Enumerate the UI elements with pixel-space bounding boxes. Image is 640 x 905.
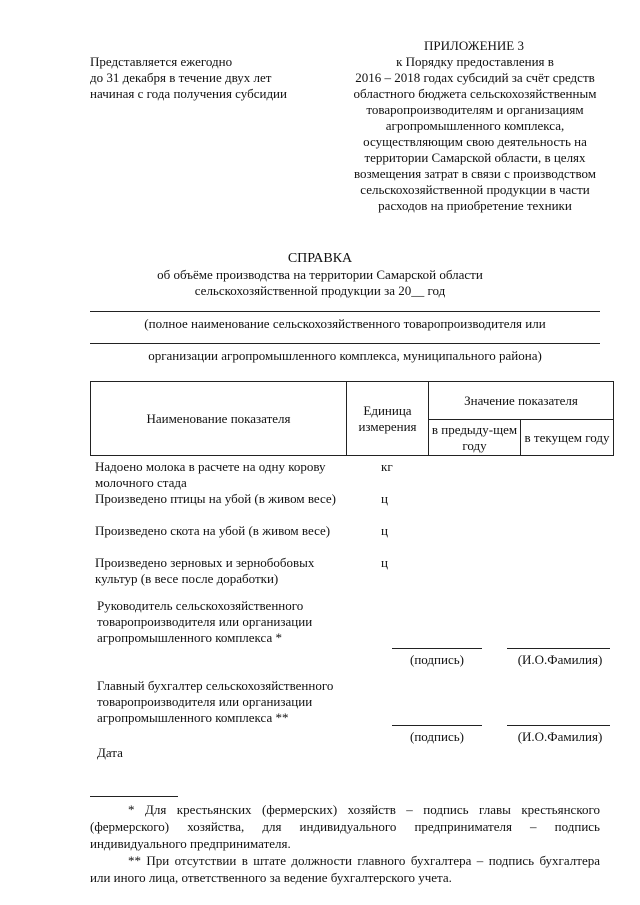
submission-note — [90, 54, 320, 102]
date-label: Дата — [97, 745, 123, 760]
footnote-one: * Для крестьянских (фермерских) хозяйств – подпись главы крестьянского (фермерского) хозяйства, для индивидуального предпринимателя – подпись индивидуального предпринимателя. — [90, 802, 600, 851]
appendix-line: 2016 – 2018 годах субсидий за счёт средств — [355, 70, 595, 85]
appendix-line: агропромышленного комплекса, — [385, 118, 565, 133]
appendix-line: территории Самарской области, в целях — [364, 150, 586, 165]
indicator-rows — [95, 459, 615, 587]
chief-accountant-role: Главный бухгалтер сельскохозяйственного товаропроизводителя или организации агропромышленного комплекса ** — [97, 678, 334, 725]
appendix-line: расходов на приобретение техники — [378, 198, 572, 213]
appendix-line: товаропроизводителям и организациям — [366, 102, 584, 117]
footnote-separator — [90, 796, 178, 797]
name-caption: (И.О.Фамилия) — [517, 652, 603, 667]
appendix-line: к Порядку предоставления в — [396, 54, 554, 69]
indicator-name: Произведено зерновых и зернобобовых культур (в весе после доработки) — [95, 555, 315, 586]
fill-caption: (полное наименование сельскохозяйственного товаропроизводителя или — [144, 316, 546, 331]
indicator-unit: ц — [381, 491, 388, 506]
name-caption: (И.О.Фамилия) — [517, 729, 603, 744]
footnote-two: ** При отсутствии в штате должности главного бухгалтера – подпись бухгалтера или иного лица, ответственного за ведение бухгалтерского учета. — [90, 853, 600, 885]
signature-caption: (подпись) — [410, 652, 464, 667]
document-title-line: об объёме производства на территории Самарской области — [157, 267, 483, 282]
submission-note-line: начиная с года получения субсидии — [90, 86, 287, 101]
signature-line — [392, 725, 482, 726]
fill-line — [90, 343, 600, 344]
name-line — [507, 648, 610, 649]
name-line — [507, 725, 610, 726]
document-title — [0, 251, 640, 299]
header-value: Значение показателя — [429, 382, 614, 420]
indicator-table-header — [90, 381, 614, 456]
appendix-header — [330, 38, 620, 214]
submission-note-line: до 31 декабря в течение двух лет — [90, 70, 272, 85]
appendix-title: ПРИЛОЖЕНИЕ 3 — [424, 38, 524, 53]
fill-caption: организации агропромышленного комплекса, муниципального района) — [148, 348, 542, 363]
appendix-line: областного бюджета сельскохозяйственным — [353, 86, 597, 101]
indicator-name: Произведено скота на убой (в живом весе) — [95, 523, 331, 538]
indicator-name: Произведено птицы на убой (в живом весе) — [95, 491, 337, 506]
header-previous-year: в предыду-щем году — [429, 420, 521, 456]
appendix-line: возмещения затрат в связи с производством — [354, 166, 596, 181]
table-row — [95, 523, 615, 555]
header-current-year: в текущем году — [521, 420, 614, 456]
header-indicator-name: Наименование показателя — [91, 382, 347, 456]
document-title-line: сельскохозяйственной продукции за 20__ год — [194, 283, 446, 298]
signature-caption: (подпись) — [410, 729, 464, 744]
appendix-line: сельскохозяйственной продукции в части — [360, 182, 590, 197]
indicator-name: Надоено молока в расчете на одну корову молочного стада — [95, 459, 326, 490]
table-row — [95, 555, 615, 587]
indicator-unit: ц — [381, 523, 388, 538]
table-row — [95, 491, 615, 523]
table-row — [95, 459, 615, 491]
document-title-main: СПРАВКА — [287, 251, 353, 266]
indicator-unit: кг — [381, 459, 393, 474]
indicator-unit: ц — [381, 555, 388, 570]
signature-line — [392, 648, 482, 649]
header-unit: Единица измерения — [347, 382, 429, 456]
appendix-line: осуществляющим свою деятельность на — [363, 134, 587, 149]
fill-line — [90, 311, 600, 312]
submission-note-line: Представляется ежегодно — [90, 54, 233, 69]
head-signature-role: Руководитель сельскохозяйственного товаропроизводителя или организации агропромышленного комплекса * — [97, 598, 313, 645]
